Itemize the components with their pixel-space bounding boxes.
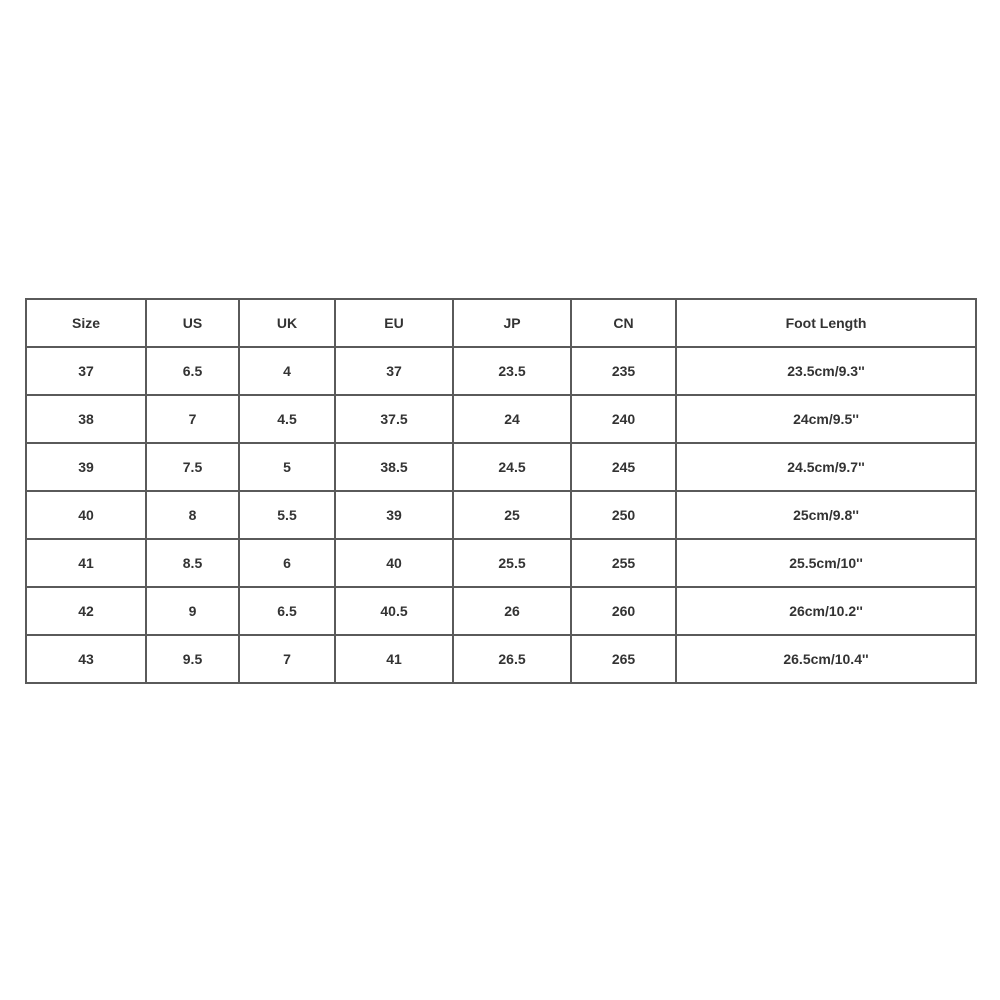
cell-uk: 5.5 <box>239 491 335 539</box>
cell-foot-length: 26cm/10.2'' <box>676 587 976 635</box>
cell-jp: 24.5 <box>453 443 571 491</box>
cell-eu: 37 <box>335 347 453 395</box>
header-jp: JP <box>453 299 571 347</box>
cell-eu: 40.5 <box>335 587 453 635</box>
cell-cn: 240 <box>571 395 676 443</box>
cell-eu: 41 <box>335 635 453 683</box>
cell-eu: 40 <box>335 539 453 587</box>
table-row <box>26 395 976 443</box>
cell-cn: 250 <box>571 491 676 539</box>
header-uk: UK <box>239 299 335 347</box>
cell-jp: 26 <box>453 587 571 635</box>
cell-jp: 24 <box>453 395 571 443</box>
cell-size: 41 <box>26 539 146 587</box>
cell-eu: 39 <box>335 491 453 539</box>
cell-us: 7 <box>146 395 239 443</box>
cell-foot-length: 26.5cm/10.4'' <box>676 635 976 683</box>
cell-jp: 25.5 <box>453 539 571 587</box>
cell-us: 8 <box>146 491 239 539</box>
cell-cn: 255 <box>571 539 676 587</box>
cell-cn: 265 <box>571 635 676 683</box>
cell-uk: 7 <box>239 635 335 683</box>
header-row <box>26 299 976 347</box>
table-row <box>26 635 976 683</box>
header-foot-length: Foot Length <box>676 299 976 347</box>
cell-eu: 38.5 <box>335 443 453 491</box>
table-row <box>26 587 976 635</box>
cell-uk: 6.5 <box>239 587 335 635</box>
cell-cn: 260 <box>571 587 676 635</box>
cell-cn: 245 <box>571 443 676 491</box>
cell-uk: 4 <box>239 347 335 395</box>
cell-eu: 37.5 <box>335 395 453 443</box>
cell-foot-length: 24cm/9.5'' <box>676 395 976 443</box>
header-eu: EU <box>335 299 453 347</box>
cell-us: 6.5 <box>146 347 239 395</box>
cell-uk: 4.5 <box>239 395 335 443</box>
table-row <box>26 491 976 539</box>
cell-size: 42 <box>26 587 146 635</box>
cell-cn: 235 <box>571 347 676 395</box>
cell-size: 43 <box>26 635 146 683</box>
table-row <box>26 347 976 395</box>
cell-uk: 5 <box>239 443 335 491</box>
table-row <box>26 539 976 587</box>
cell-foot-length: 24.5cm/9.7'' <box>676 443 976 491</box>
table-row <box>26 443 976 491</box>
cell-us: 7.5 <box>146 443 239 491</box>
header-size: Size <box>26 299 146 347</box>
cell-jp: 25 <box>453 491 571 539</box>
cell-foot-length: 25cm/9.8'' <box>676 491 976 539</box>
cell-us: 9.5 <box>146 635 239 683</box>
size-chart-table <box>25 298 977 684</box>
cell-foot-length: 23.5cm/9.3'' <box>676 347 976 395</box>
cell-us: 9 <box>146 587 239 635</box>
cell-jp: 26.5 <box>453 635 571 683</box>
header-cn: CN <box>571 299 676 347</box>
cell-uk: 6 <box>239 539 335 587</box>
cell-size: 38 <box>26 395 146 443</box>
cell-size: 37 <box>26 347 146 395</box>
cell-foot-length: 25.5cm/10'' <box>676 539 976 587</box>
cell-size: 40 <box>26 491 146 539</box>
cell-size: 39 <box>26 443 146 491</box>
cell-us: 8.5 <box>146 539 239 587</box>
cell-jp: 23.5 <box>453 347 571 395</box>
header-us: US <box>146 299 239 347</box>
